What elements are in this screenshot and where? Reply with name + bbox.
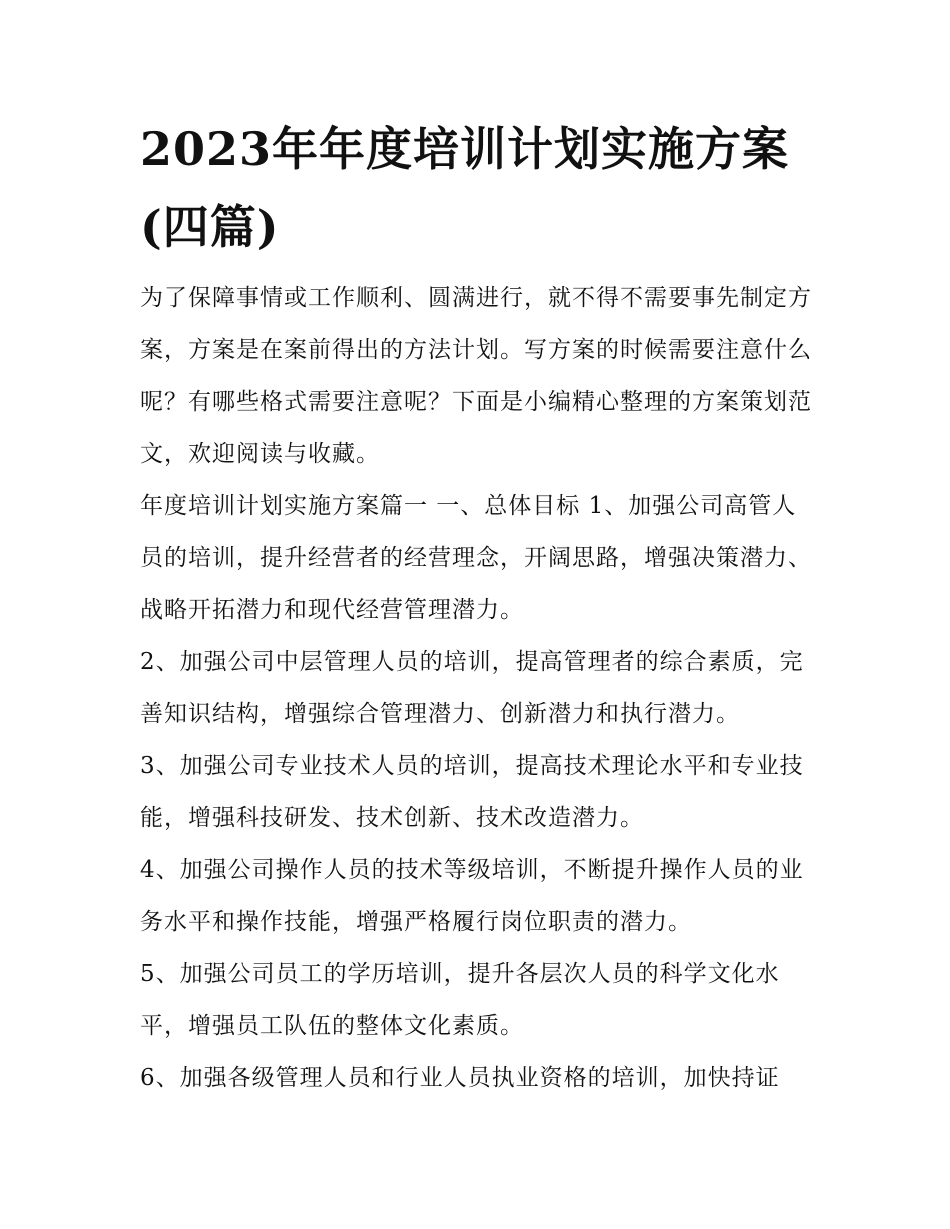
section-one-paragraph: 年度培训计划实施方案篇一 一、总体目标 1、加强公司高管人员的培训，提升经营者的经营理念，开阔思路，增强决策潜力、战略开拓潜力和现代经营管理潜力。 — [140, 493, 812, 623]
goal-3-paragraph: 3、加强公司专业技术人员的培训，提高技术理论水平和专业技能，增强科技研发、技术创新、技术改造潜力。 — [140, 753, 804, 831]
goal-5-paragraph: 5、加强公司员工的学历培训，提升各层次人员的科学文化水平，增强员工队伍的整体文化素质。 — [140, 961, 780, 1039]
goal-4-paragraph: 4、加强公司操作人员的技术等级培训，不断提升操作人员的业务水平和操作技能，增强严格履行岗位职责的潜力。 — [140, 857, 804, 935]
goal-2-paragraph: 2、加强公司中层管理人员的培训，提高管理者的综合素质，完善知识结构，增强综合管理潜力、创新潜力和执行潜力。 — [140, 649, 804, 727]
document-page — [140, 110, 812, 1104]
document-title: 2023年年度培训计划实施方案(四篇) — [140, 122, 790, 254]
intro-paragraph: 为了保障事情或工作顺利、圆满进行，就不得不需要事先制定方案，方案是在案前得出的方法计划。写方案的时候需要注意什么呢？有哪些格式需要注意呢？下面是小编精心整理的方案策划范文，欢迎阅读与收藏。 — [140, 285, 812, 467]
goal-6-paragraph: 6、加强各级管理人员和行业人员执业资格的培训，加快持证 — [140, 1065, 780, 1091]
